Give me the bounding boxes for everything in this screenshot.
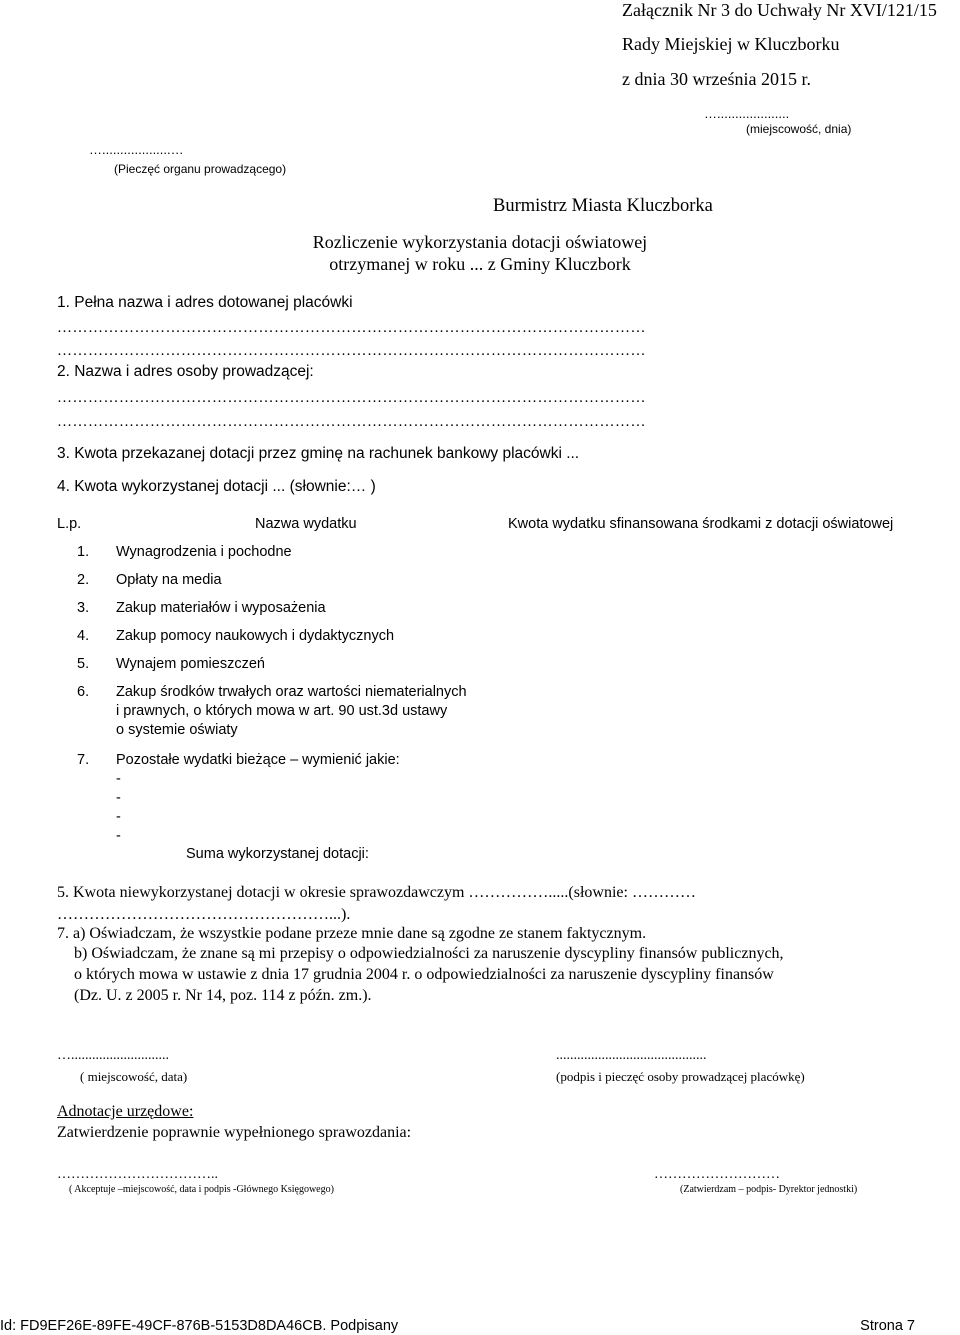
row-expense-name: Zakup materiałów i wyposażenia <box>116 600 326 616</box>
document-id: Id: FD9EF26E-89FE-49CF-876B-5153D8DA46CB. Podpisany <box>0 1318 399 1334</box>
row-dash: - <box>116 771 121 787</box>
row-expense-name: Wynagrodzenia i pochodne <box>116 544 292 560</box>
header-lp: L.p. <box>57 516 82 532</box>
operator-signature-dots: ........................................... <box>556 1048 707 1063</box>
section-1-dots-line-1: …………………………………………………………………………………………………… <box>57 320 646 336</box>
section-2-dots-line-1: …………………………………………………………………………………………………… <box>57 390 646 406</box>
place-date-signature-label: ( miejscowość, data) <box>80 1069 188 1084</box>
row-number: 3. <box>77 600 90 616</box>
official-annotations-heading-text: Adnotacje urzędowe: <box>57 1103 194 1120</box>
section-2-dots-line-2: …………………………………………………………………………………………………… <box>57 414 646 430</box>
row-number: 5. <box>77 656 90 672</box>
addressee: Burmistrz Miasta Kluczborka <box>493 196 713 216</box>
table-row <box>57 746 902 846</box>
table-row <box>57 566 902 594</box>
row-expense-name-line-1: Zakup środków trwałych oraz wartości niematerialnych <box>116 684 467 700</box>
row-expense-name: Wynajem pomieszczeń <box>116 656 265 672</box>
form-title-line-2: otrzymanej w roku ... z Gminy Kluczbork <box>329 254 631 274</box>
official-annotations-heading <box>57 1103 193 1121</box>
table-row <box>57 678 902 746</box>
row-dash: - <box>116 828 121 844</box>
header-line-1: Załącznik Nr 3 do Uchwały Nr XVI/121/15 <box>622 0 937 20</box>
director-signature-dots: ……………………… <box>654 1167 780 1182</box>
accountant-signature-dots: …………………………….. <box>57 1167 218 1182</box>
section-1-dots-line-2: …………………………………………………………………………………………………… <box>57 343 646 359</box>
header-line-3: z dnia 30 września 2015 r. <box>622 69 811 89</box>
row-number: 4. <box>77 628 90 644</box>
table-row <box>57 538 902 566</box>
row-expense-name: Pozostałe wydatki bieżące – wymienić jakie: <box>116 752 400 768</box>
table-row <box>57 650 902 678</box>
declaration-b-line-2: o których mowa w ustawie z dnia 17 grudnia 2004 r. o odpowiedzialności za naruszenie dyscypliny finansów <box>74 966 774 983</box>
expense-table <box>57 512 902 872</box>
section-3-label: 3. Kwota przekazanej dotacji przez gminę na rachunek bankowy placówki ... <box>57 445 580 462</box>
declaration-b-line-3: (Dz. U. z 2005 r. Nr 14, poz. 114 z późn. zm.). <box>74 987 372 1004</box>
unused-amount-line-1: 5. Kwota niewykorzystanej dotacji w okresie sprawozdawczym …………….....(słownie: ………… <box>57 884 696 901</box>
table-header-row <box>57 512 902 538</box>
form-title-line-1: Rozliczenie wykorzystania dotacji oświatowej <box>312 232 648 252</box>
approval-label: Zatwierdzenie poprawnie wypełnionego sprawozdania: <box>57 1124 412 1141</box>
table-sum-row <box>57 846 902 872</box>
row-expense-name: Zakup pomocy naukowych i dydaktycznych <box>116 628 395 644</box>
declaration-b-line-1: b) Oświadczam, że znane są mi przepisy o odpowiedzialności za naruszenie dyscypliny finansów publicznych, <box>74 945 784 962</box>
row-number: 7. <box>77 752 90 768</box>
header-amount: Kwota wydatku sfinansowana środkami z dotacji oświatowej <box>508 516 894 532</box>
unused-amount-line-2: ……………………………………………...). <box>57 906 351 923</box>
table-row <box>57 622 902 650</box>
row-number: 2. <box>77 572 90 588</box>
stamp-label: (Pieczęć organu prowadzącego) <box>114 162 287 176</box>
row-number: 1. <box>77 544 90 560</box>
director-signature-label: (Zatwierdzam – podpis- Dyrektor jednostki) <box>680 1184 858 1195</box>
row-expense-name-line-2: i prawnych, o których mowa w art. 90 ust.3d ustawy <box>116 703 448 719</box>
section-4-label: 4. Kwota wykorzystanej dotacji ... (słownie:… ) <box>57 478 376 495</box>
place-date-label: (miejscowość, dnia) <box>746 122 852 136</box>
section-1-label: 1. Pełna nazwa i adres dotowanej placówki <box>57 294 353 311</box>
accountant-signature-label: ( Akceptuje –miejscowość, data i podpis -Głównego Księgowego) <box>69 1184 334 1195</box>
row-number: 6. <box>77 684 90 700</box>
table-row <box>57 594 902 622</box>
place-date-dots: ….................... <box>704 106 790 121</box>
section-2-label: 2. Nazwa i adres osoby prowadzącej: <box>57 363 314 380</box>
header-line-2: Rady Miejskiej w Kluczborku <box>622 34 840 54</box>
row-expense-name: Opłaty na media <box>116 572 222 588</box>
place-date-signature-dots: …............................ <box>57 1048 169 1063</box>
row-expense-name-line-3: o systemie oświaty <box>116 722 238 738</box>
stamp-dots: …...................… <box>89 142 184 157</box>
page-number: Strona 7 <box>860 1318 915 1334</box>
row-dash: - <box>116 790 121 806</box>
header-expense-name: Nazwa wydatku <box>255 516 357 532</box>
operator-signature-label: (podpis i pieczęć osoby prowadzącej placówkę) <box>556 1069 805 1084</box>
sum-label: Suma wykorzystanej dotacji: <box>186 846 369 862</box>
row-dash: - <box>116 809 121 825</box>
declaration-a: 7. a) Oświadczam, że wszystkie podane przeze mnie dane są zgodne ze stanem faktycznym. <box>57 925 647 942</box>
